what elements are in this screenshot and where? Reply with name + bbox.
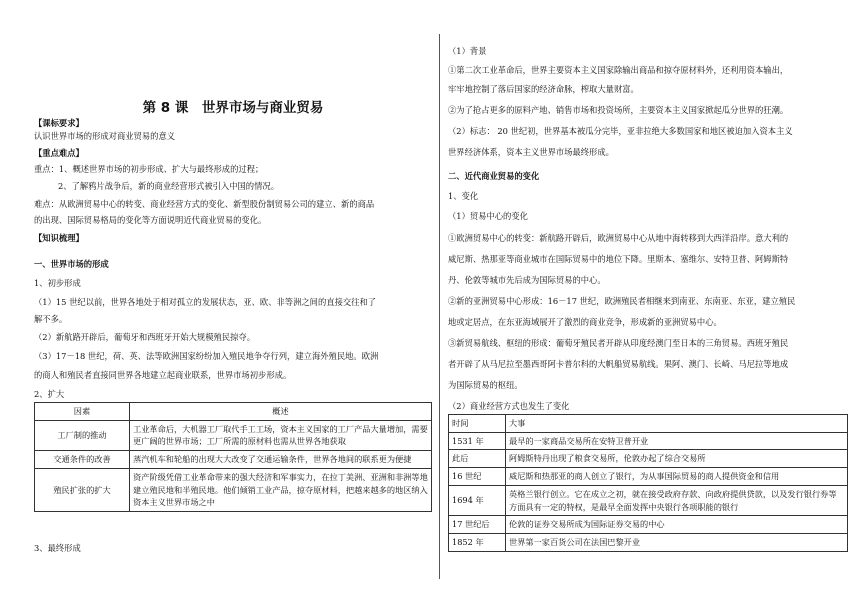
event-cell: 威尼斯和热那亚的商人创立了银行，为从事国际贸易的商人提供资金和信用 (506, 468, 848, 486)
bg-para-1-line-1: ①第二次工业革命后，世界主要资本主义国家除输出商品和掠夺原材料外，还利用资本输出， (448, 65, 789, 75)
standards-text: 认识世界市场的形成对商业贸易的意义 (34, 131, 176, 141)
sign-line-2: 世界经济体系，资本主义世界市场最终形成。 (448, 147, 614, 157)
background-heading: （1）背景 (448, 46, 487, 56)
lesson-title: 第 8 课 世界市场与商业贸易 (142, 100, 324, 116)
para-1-line-2: 解不多。 (34, 314, 68, 324)
key-point-1: 重点：1、概述世界市场的初步形成、扩大与最终形成的过程； (34, 164, 264, 174)
section-label-knowledge: 【知识梳理】 (34, 233, 84, 243)
trade-center-para-1-line-3: 丹、伦敦等城市先后成为国际贸易的中心。 (448, 275, 606, 285)
event-cell: 英格兰银行创立。它在成立之初，就在接受政府存款、向政府提供贷款，以及发行银行券等方面具有一定的特权，是最早全面发挥中央银行各项职能的银行 (506, 485, 848, 515)
factor-cell: 交通条件的改善 (35, 451, 130, 469)
table-row (35, 451, 432, 469)
business-table (448, 414, 848, 552)
table-header-factor: 因素 (35, 403, 130, 421)
table-header-summary: 概述 (130, 403, 432, 421)
table-row (449, 450, 848, 468)
section-label-standards: 【课标要求】 (34, 118, 84, 128)
factor-cell: 工厂制的推动 (35, 420, 130, 450)
heading-world-market: 一、世界市场的形成 (34, 259, 109, 269)
trade-center-para-2-line-2: 地或定居点，在东亚海域展开了激烈的商业竞争，形成新的亚洲贸易中心。 (448, 317, 722, 327)
para-1-line-1: （1）15 世纪以前，世界各地处于相对孤立的发展状态，亚、欧、非等洲之间的直接交往和了 (34, 297, 377, 307)
para-2: （2）新航路开辟后，葡萄牙和西班牙开始大规模殖民掠夺。 (34, 332, 255, 342)
table-row (35, 468, 432, 511)
expansion-table (34, 402, 432, 512)
trade-center-para-1-line-2: 威尼斯、热那亚等商业城市在国际贸易中的地位下降。里斯本、塞维尔、安特卫普、阿姆斯特 (448, 254, 789, 264)
para-3-line-2: 的商人和殖民者直接同世界各地建立起商业联系，世界市场初步形成。 (34, 370, 292, 380)
bg-para-2: ②为了抢占更多的原料产地、销售市场和投资场所，主要资本主义国家掀起瓜分世界的狂潮。 (448, 105, 789, 115)
section-label-key-points: 【重点难点】 (34, 148, 84, 158)
factor-cell: 殖民扩张的扩大 (35, 468, 130, 511)
subheading-changes: 1、变化 (448, 191, 479, 201)
table-header-event: 大事 (506, 415, 848, 433)
subheading-final: 3、最终形成 (34, 543, 81, 553)
time-cell: 此后 (449, 450, 506, 468)
subheading-expand: 2、扩大 (34, 389, 65, 399)
trade-center-para-3-line-3: 为国际贸易的枢纽。 (448, 380, 523, 390)
difficulty-line-1: 难点：从欧洲贸易中心的转变、商业经营方式的变化、新型股份制贸易公司的建立、新的商品 (34, 199, 375, 209)
summary-cell: 资产阶级凭借工业革命带来的强大经济和军事实力，在拉丁美洲、亚洲和非洲等地建立殖民地和半殖民地。他们倾销工业产品，掠夺原材料，把越来越多的地区纳入资本主义世界市场之中 (130, 468, 432, 511)
summary-cell: 蒸汽机车和轮船的出现大大改变了交通运输条件，世界各地间的联系更为便捷 (130, 451, 432, 469)
summary-cell: 工业革命后，大机器工厂取代手工工场，资本主义国家的工厂产品大量增加，需要更广阔的世界市场；工厂所需的原材料也需从世界各地获取 (130, 420, 432, 450)
table-row (449, 485, 848, 515)
table-row (35, 420, 432, 450)
column-divider (439, 34, 440, 579)
key-point-2: 2、了解鸦片战争后，新的商业经营形式被引入中国的情况。 (58, 181, 279, 191)
time-cell: 1531 年 (449, 432, 506, 450)
table-header-time: 时间 (449, 415, 506, 433)
trade-center-para-1-line-1: ①欧洲贸易中心的转变：新航路开辟后，欧洲贸易中心从地中海转移到大西洋沿岸。意大利的 (448, 233, 789, 243)
table-row (449, 468, 848, 486)
heading-trade-changes: 二、近代商业贸易的变化 (448, 171, 540, 181)
event-cell: 世界第一家百货公司在法国巴黎开业 (506, 533, 848, 551)
event-cell: 伦敦的证券交易所成为国际证券交易的中心 (506, 516, 848, 534)
time-cell: 16 世纪 (449, 468, 506, 486)
trade-center-para-3-line-2: 者开辟了从马尼拉至墨西哥阿卡普尔科的大帆船贸易航线。果阿、澳门、长崎、马尼拉等地成 (448, 359, 789, 369)
table-row (449, 432, 848, 450)
event-cell: 最早的一家商品交易所在安特卫普开业 (506, 432, 848, 450)
table-row (449, 533, 848, 551)
trade-center-heading: （1）贸易中心的变化 (448, 211, 528, 221)
time-cell: 1852 年 (449, 533, 506, 551)
trade-center-para-3-line-1: ③新贸易航线、枢纽的形成：葡萄牙殖民者开辟从印度经澳门至日本的三角贸易。西班牙殖民 (448, 338, 789, 348)
subheading-initial: 1、初步形成 (34, 278, 81, 288)
business-mode-heading: （2）商业经营方式也发生了变化 (448, 401, 570, 411)
difficulty-line-2: 的出现、国际贸易格局的变化等方面说明近代商业贸易的变化。 (34, 215, 267, 225)
sign-line-1: （2）标志： 20 世纪初，世界基本被瓜分完毕，亚非拉绝大多数国家和地区被迫加入资本主义 (448, 126, 793, 136)
time-cell: 17 世纪后 (449, 516, 506, 534)
time-cell: 1694 年 (449, 485, 506, 515)
bg-para-1-line-2: 牢牢地控制了落后国家的经济命脉，榨取大量财富。 (448, 84, 639, 94)
table-row (449, 516, 848, 534)
event-cell: 阿姆斯特丹出现了粮食交易所，伦敦办起了综合交易所 (506, 450, 848, 468)
para-3-line-1: （3）17－18 世纪，荷、英、法等欧洲国家纷纷加入殖民地争夺行列，建立海外殖民地。欧洲 (34, 351, 379, 361)
trade-center-para-2-line-1: ②新的亚洲贸易中心形成：16－17 世纪，欧洲殖民者相继来到南亚、东南亚、东亚，建立殖民 (448, 296, 796, 306)
